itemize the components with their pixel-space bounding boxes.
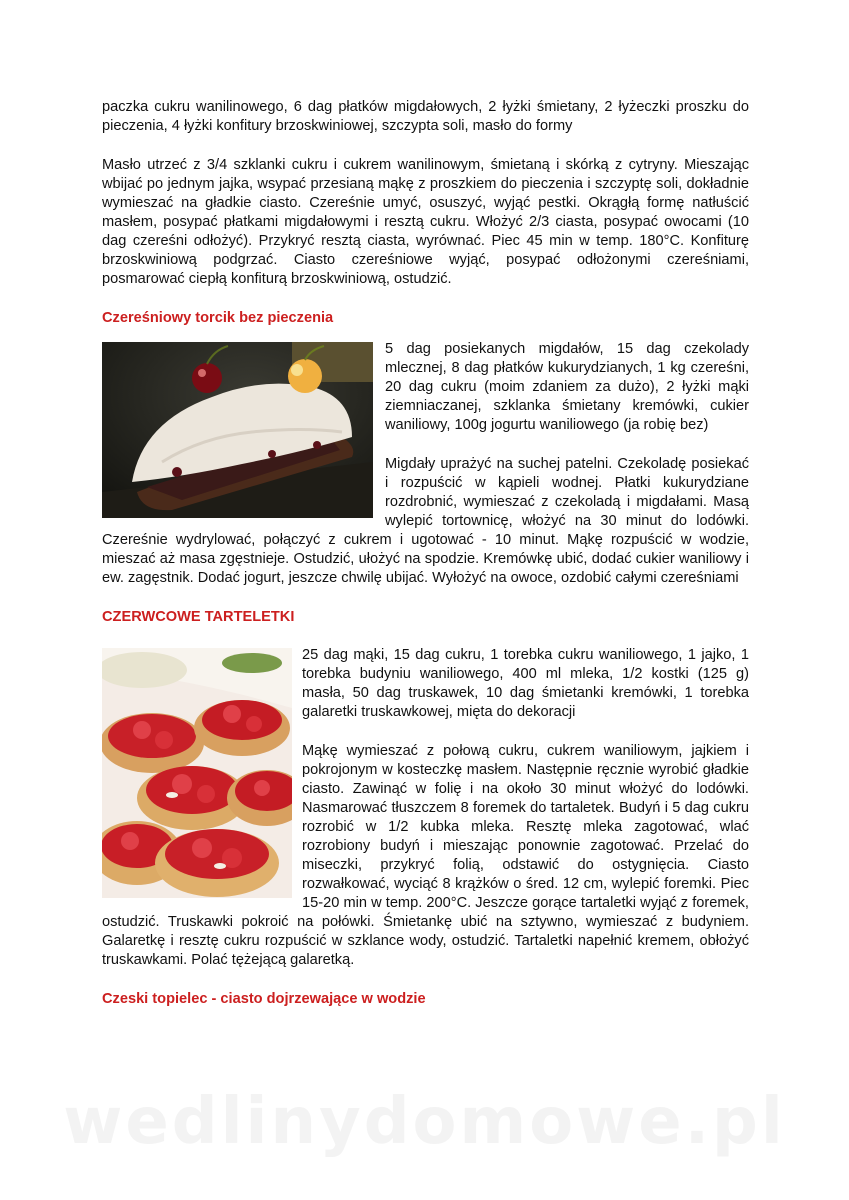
- intro-ingredients: paczka cukru wanilinowego, 6 dag płatków migdałowych, 2 łyżki śmietany, 2 łyżeczki proszku do pieczenia, 4 łyżki konfitury brzoskwiniowej, szczypta soli, masło do formy: [102, 99, 749, 134]
- tartlets-method: Mąkę wymieszać z połową cukru, cukrem waniliowym, jajkiem i pokrojonym w kosteczkę masłem. Następnie ręcznie wyrobić gładkie ciasto. Zawinąć w folię i na około 30 minut włożyć do lodówki. Nasmarować tłuszczem 8 foremek do tartaletek. Budyń i 5 dag cukru rozrobić w 1/2 kubka mleka. Resztę mleka zagotować, wlać rozrobiony budyń i mieszając ponownie zagotować. Przelać do miseczki, przykryć folią, odstawić do ostygnięcia. Ciasto rozwałkować, wyciąć 8 krążków o śred. 12 cm, wylepić foremki. Piec 15-20 min w temp. 200°C. Jeszcze gorące tartaletki wyjąć z foremek, ostudzić. Truskawki pokroić na połówki. Śmietankę ubić na sztywno, wymieszać z budyniem. Galaretkę i resztę cukru rozpuścić w szklance wody, ostudzić. Tartaletki napełnić kremem, obłożyć truskawkami. Polać tężejącą galaretką.: [102, 743, 749, 968]
- recipe-title-june-tartlets: CZERWCOWE TARTELETKI: [102, 609, 295, 625]
- watermark: wedlinydomowe.pl: [63, 1085, 786, 1159]
- cherry-torte-ingredients: 5 dag posiekanych migdałów, 15 dag czekolady mlecznej, 8 dag płatków kukurydzianych, 1 kg czereśni, 20 dag cukru (moim zdaniem za dużo), 2 łyżki mąki ziemniaczanej, szklanka śmietany kremówki, cukier waniliowy, 100g jogurtu waniliowego (ja robię bez): [385, 341, 749, 433]
- tartlets-ingredients: 25 dag mąki, 15 dag cukru, 1 torebka cukru waniliowego, 1 jajko, 1 torebka budyniu waniliowego, 400 ml mleka, 1/2 kostki (125 g) masła, 50 dag truskawek, 10 dag śmietanki kremówki, 1 torebka galaretki truskawkowej, mięta do dekoracji: [302, 647, 749, 720]
- tartlets-photo: [102, 648, 292, 898]
- recipe-title-cherry-torte: Czereśniowy torcik bez pieczenia: [102, 310, 334, 326]
- cherry-torte-method: Migdały uprażyć na suchej patelni. Czekoladę posiekać i rozpuścić w kąpieli wodnej. Płatki kukurydziane rozdrobnić, wymieszać z czekoladą i migdałami. Masą wylepić tortownicę, włożyć na 30 minut do lodówki. Czereśnie wydrylować, połączyć z cukrem i ugotować - 10 minut. Mąkę rozpuścić w wodzie, mieszać aż masa zgęstnieje. Ostudzić, ułożyć na spodzie. Kremówkę ubić, dodać cukier waniliowy i ew. zagęstnik. Dodać jogurt, jeszcze chwilę ubijać. Wyłożyć na owoce, ozdobić całymi czereśniami: [102, 456, 749, 586]
- recipe-june-tartlets: [102, 646, 749, 970]
- cherry-torte-photo: [102, 342, 373, 518]
- recipe-title-czech-topielec: Czeski topielec - ciasto dojrzewające w wodzie: [102, 991, 426, 1007]
- document-page: [102, 98, 749, 1009]
- recipe-cherry-torte: [102, 340, 749, 588]
- intro-method: Masło utrzeć z 3/4 szklanki cukru i cukrem wanilinowym, śmietaną i skórką z cytryny. Mieszając wbijać po jednym jajka, wsypać przesianą mąkę z proszkiem do pieczenia i szczyptę soli, dokładnie wymieszać na gładkie ciasto. Czereśnie umyć, osuszyć, wyjąć pestki. Okrągłą formę natłuścić masłem, posypać płatkami migdałowymi i resztą cukru. Włożyć 2/3 ciasta, posypać owocami (10 dag czereśni odłożyć). Przykryć resztą ciasta, wyrównać. Piec 45 min w temp. 180°C. Konfiturę brzoskwiniową podgrzać. Ciasto czereśniowe wyjąć, posypać odłożonymi czereśniami, posmarować ciepłą konfiturą brzoskwiniową, ostudzić.: [102, 157, 749, 287]
